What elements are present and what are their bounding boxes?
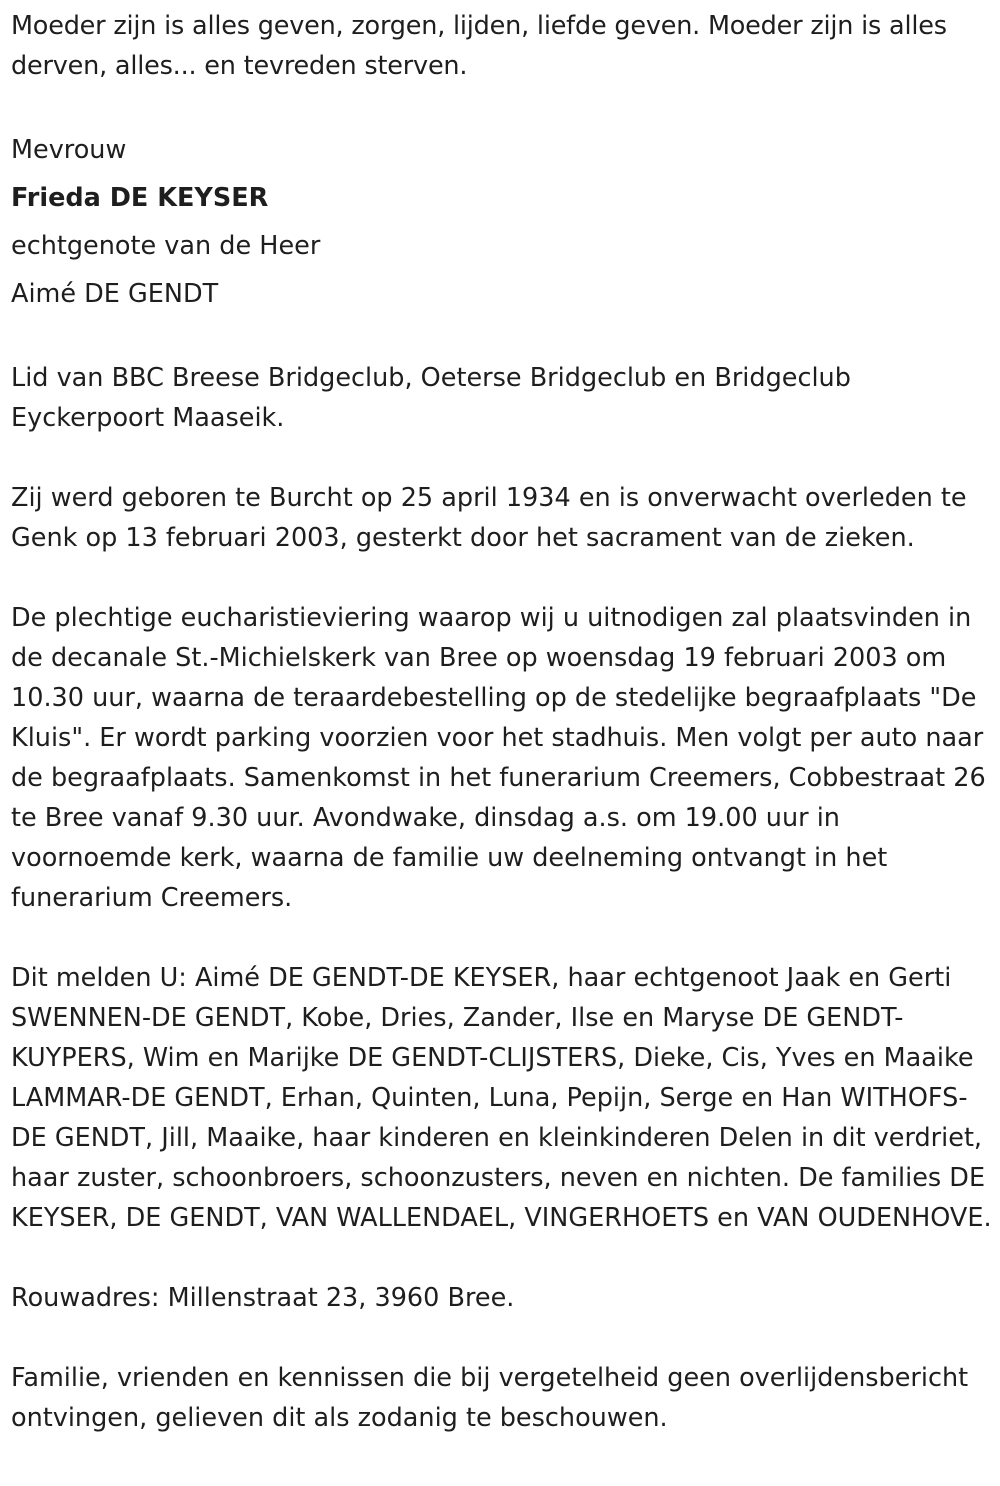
spacer <box>11 438 996 478</box>
mourning-address: Rouwadres: Millenstraat 23, 3960 Bree. <box>11 1283 515 1313</box>
ceremony-paragraph: De plechtige eucharistieviering waarop wij u uitnodigen zal plaatsvinden in de decanale St.-Michielskerk van Bree op woensdag 19 februari 2003 om 10.30 uur, waarna de teraardebestelling op de stedelijke begraafplaats "De Kluis". Er wordt parking voorzien voor het stadhuis. Men volgt per auto naar de begraafplaats. Samenkomst in het funerarium Creemers, Cobbestraat 26 te Bree vanaf 9.30 uur. Avondwake, dinsdag a.s. om 19.00 uur in voornoemde kerk, waarna de familie uw deelneming ontvangt in het funerarium Creemers. <box>11 603 986 913</box>
closing-note: Familie, vrienden en kennissen die bij vergetelheid geen overlijdensbericht ontvingen, gelieven dit als zodanig te beschouwen. <box>11 1363 969 1433</box>
obituary-document <box>11 6 996 1438</box>
spouse-name: Aimé DE GENDT <box>11 279 219 309</box>
deceased-name: Frieda DE KEYSER <box>11 183 269 213</box>
birth-death-paragraph: Zij werd geboren te Burcht op 25 april 1934 en is onverwacht overleden te Genk op 13 februari 2003, gesterkt door het sacrament van de zieken. <box>11 483 967 553</box>
spouse-relation: echtgenote van de Heer <box>11 231 321 261</box>
salutation: Mevrouw <box>11 135 127 165</box>
spacer <box>11 918 996 958</box>
spacer <box>11 1318 996 1358</box>
membership-paragraph: Lid van BBC Breese Bridgeclub, Oeterse Bridgeclub en Bridgeclub Eyckerpoort Maaseik. <box>11 363 851 433</box>
spacer <box>11 318 996 358</box>
spacer <box>11 1238 996 1278</box>
spacer <box>11 558 996 598</box>
intro-quote: Moeder zijn is alles geven, zorgen, lijden, liefde geven. Moeder zijn is alles derven, alles... en tevreden sterven. <box>11 11 947 81</box>
spacer <box>11 86 996 126</box>
announcement-paragraph: Dit melden U: Aimé DE GENDT-DE KEYSER, haar echtgenoot Jaak en Gerti SWENNEN-DE GENDT, Kobe, Dries, Zander, Ilse en Maryse DE GENDT-KUYPERS, Wim en Marijke DE GENDT-CLIJSTERS, Dieke, Cis, Yves en Maaike LAMMAR-DE GENDT, Erhan, Quinten, Luna, Pepijn, Serge en Han WITHOFS-DE GENDT, Jill, Maaike, haar kinderen en kleinkinderen Delen in dit verdriet, haar zuster, schoonbroers, schoonzusters, neven en nichten. De families DE KEYSER, DE GENDT, VAN WALLENDAEL, VINGERHOETS en VAN OUDENHOVE. <box>11 963 992 1233</box>
